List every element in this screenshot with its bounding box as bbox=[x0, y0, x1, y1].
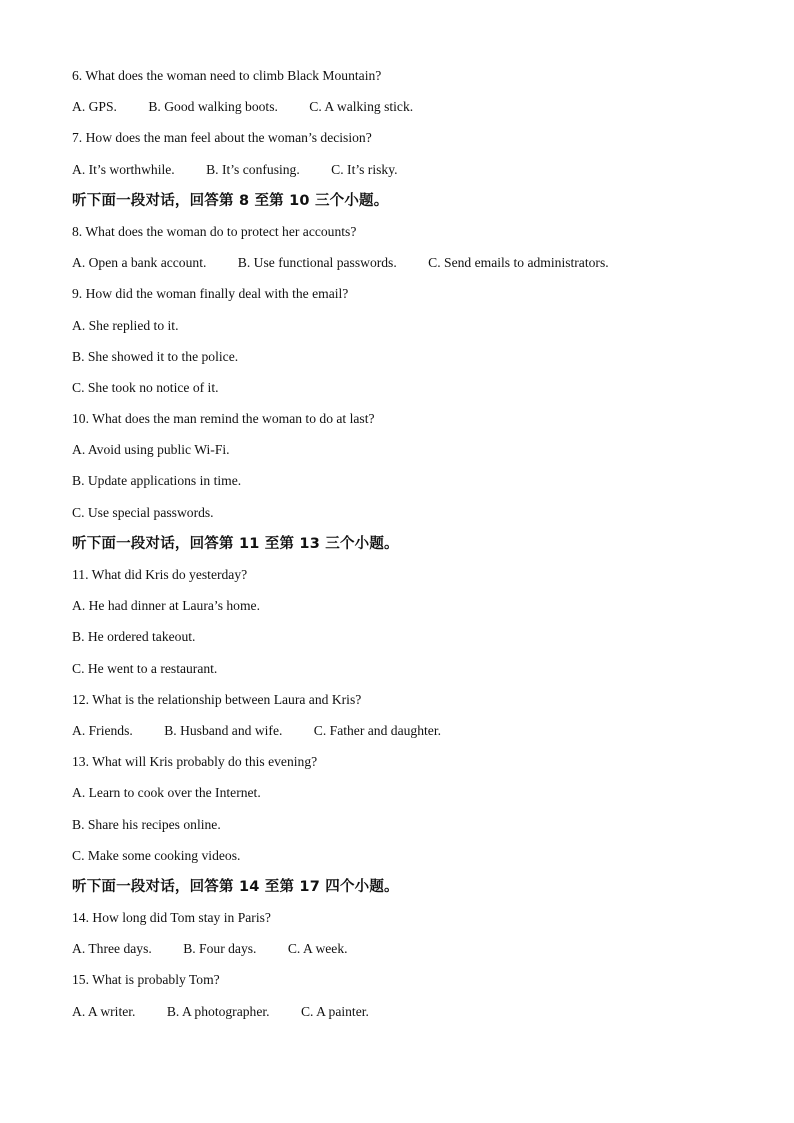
options-row-q15 bbox=[72, 1002, 732, 1033]
option-b: B. He ordered takeout. bbox=[72, 629, 196, 645]
option-c: C. He went to a restaurant. bbox=[72, 660, 218, 676]
option-a: A. Avoid using public Wi-Fi. bbox=[72, 442, 230, 458]
option-b: B. Update applications in time. bbox=[72, 473, 242, 489]
option-b: B. It’s confusing. bbox=[206, 161, 300, 177]
question-13: 13. What will Kris probably do this evening? bbox=[72, 754, 318, 770]
option-c: C. A week. bbox=[287, 941, 348, 957]
options-row-q14 bbox=[72, 939, 732, 970]
option-a: A. He had dinner at Laura’s home. bbox=[72, 598, 260, 614]
option-b: B. Share his recipes online. bbox=[72, 816, 221, 832]
option-a: A. Friends. bbox=[72, 722, 133, 738]
option-c: C. It’s risky. bbox=[331, 161, 398, 177]
question-14: 14. How long did Tom stay in Paris? bbox=[72, 910, 271, 926]
options-row-q12 bbox=[72, 721, 732, 752]
option-c: C. Send emails to administrators. bbox=[428, 255, 609, 271]
option-b: B. A photographer. bbox=[166, 1003, 270, 1019]
option-c: C. Father and daughter. bbox=[313, 722, 442, 738]
question-12: 12. What is the relationship between Laura and Kris? bbox=[72, 691, 362, 707]
document-page bbox=[72, 66, 732, 1033]
option-c: C. Use special passwords. bbox=[72, 504, 214, 520]
option-b: B. She showed it to the police. bbox=[72, 348, 239, 364]
option-c: C. A painter. bbox=[300, 1003, 369, 1019]
option-c: C. A walking stick. bbox=[309, 99, 414, 115]
section-heading-8-10: 听下面一段对话，回答第 8 至第 10 三个小题。 bbox=[72, 192, 389, 209]
option-a: A. Learn to cook over the Internet. bbox=[72, 785, 261, 801]
option-b: B. Use functional passwords. bbox=[237, 255, 397, 271]
option-a: A. A writer. bbox=[72, 1003, 136, 1019]
option-b: B. Husband and wife. bbox=[164, 722, 283, 738]
option-a: A. Open a bank account. bbox=[72, 255, 207, 271]
options-row-q6 bbox=[72, 97, 732, 128]
options-row-q7 bbox=[72, 160, 732, 191]
question-15: 15. What is probably Tom? bbox=[72, 972, 220, 988]
option-b: B. Good walking boots. bbox=[148, 99, 278, 115]
question-9: 9. How did the woman finally deal with the email? bbox=[72, 286, 349, 302]
question-11: 11. What did Kris do yesterday? bbox=[72, 567, 248, 582]
option-a: A. She replied to it. bbox=[72, 317, 179, 333]
option-a: A. GPS. bbox=[72, 99, 117, 115]
option-c: C. She took no notice of it. bbox=[72, 379, 219, 395]
question-8: 8. What does the woman do to protect her accounts? bbox=[72, 223, 357, 239]
option-b: B. Four days. bbox=[183, 941, 257, 957]
options-row-q8 bbox=[72, 253, 732, 284]
question-10: 10. What does the man remind the woman to do at last? bbox=[72, 411, 375, 427]
option-a: A. Three days. bbox=[72, 941, 152, 957]
question-6: 6. What does the woman need to climb Black Mountain? bbox=[72, 68, 382, 83]
question-7: 7. How does the man feel about the woman’s decision? bbox=[72, 130, 372, 146]
option-a: A. It’s worthwhile. bbox=[72, 161, 175, 177]
option-c: C. Make some cooking videos. bbox=[72, 847, 241, 863]
section-heading-11-13: 听下面一段对话，回答第 11 至第 13 三个小题。 bbox=[72, 535, 399, 552]
section-heading-14-17: 听下面一段对话，回答第 14 至第 17 四个小题。 bbox=[72, 878, 399, 895]
